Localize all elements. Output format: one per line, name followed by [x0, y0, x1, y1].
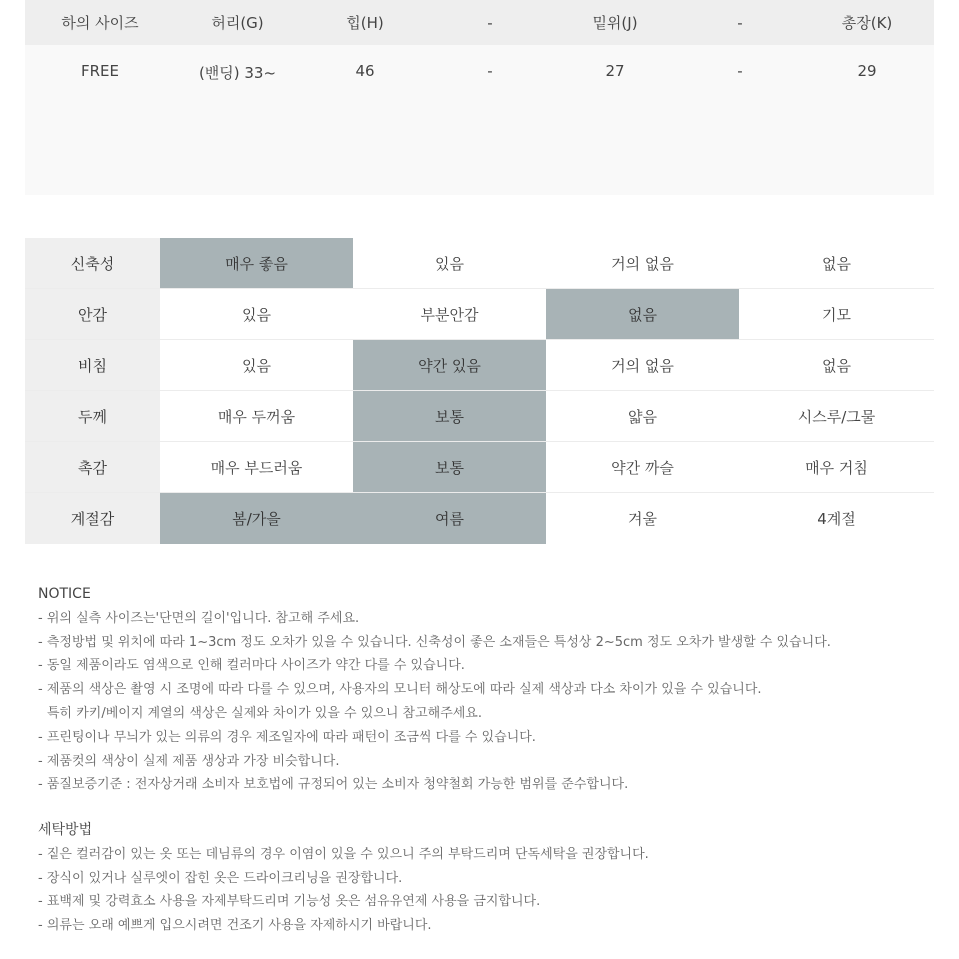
notice-line: 특히 카키/베이지 계열의 색상은 실제와 차이가 있을 수 있으니 참고해주세요.	[47, 705, 483, 721]
property-option: 매우 좋음	[160, 238, 353, 288]
property-option: 기모	[822, 305, 851, 324]
notice-line: - 프린팅이나 무늬가 있는 의류의 경우 제조일자에 따라 패턴이 조금씩 다를 수 있습니다.	[38, 729, 536, 745]
notice-title: NOTICE	[38, 586, 91, 602]
header-cell: -	[737, 13, 743, 32]
property-row-lining	[25, 289, 934, 340]
property-row-elasticity	[25, 238, 934, 289]
property-option: 매우 두꺼움	[217, 407, 296, 426]
washing-line: - 표백제 및 강력효소 사용을 자제부탁드리며 기능성 옷은 섬유유연제 사용을 금지합니다.	[38, 894, 541, 910]
size-table-header	[25, 0, 934, 45]
notice-section	[38, 583, 938, 797]
table-cell: -	[487, 62, 493, 80]
washing-title: 세탁방법	[38, 822, 93, 838]
notice-line: - 위의 실측 사이즈는'단면의 길이'입니다. 참고해 주세요.	[38, 610, 360, 626]
size-table	[25, 0, 934, 195]
property-option: 없음	[822, 356, 851, 375]
table-row	[25, 45, 934, 100]
property-option: 없음	[822, 254, 851, 273]
notice-line: - 측정방법 및 위치에 따라 1~3cm 정도 오차가 있을 수 있습니다. 신축성이 좋은 소재들은 특성상 2~5cm 정도 오차가 발생할 수 있습니다.	[38, 634, 831, 650]
property-row-sheerness	[25, 340, 934, 391]
property-option: 여름	[353, 493, 546, 544]
property-option: 부분안감	[420, 305, 479, 324]
washing-line: - 의류는 오래 예쁘게 입으시려면 건조기 사용을 자제하시기 바랍니다.	[38, 918, 432, 934]
property-option: 약간 있음	[353, 340, 546, 390]
property-row-texture	[25, 442, 934, 493]
property-option: 있음	[242, 305, 271, 324]
property-label: 촉감	[25, 442, 160, 492]
property-option: 약간 까슬	[611, 458, 674, 477]
table-cell: (밴딩) 33~	[198, 64, 277, 82]
notice-line: - 제품의 색상은 촬영 시 조명에 따라 다를 수 있으며, 사용자의 모니터 해상도에 따라 실제 색상과 다소 차이가 있을 수 있습니다.	[38, 682, 762, 698]
property-label: 계절감	[25, 493, 160, 544]
header-cell: 허리(G)	[211, 14, 264, 32]
header-cell: -	[487, 13, 493, 32]
notice-line: - 동일 제품이라도 염색으로 인해 컬러마다 사이즈가 약간 다를 수 있습니다.	[38, 658, 465, 674]
property-option: 겨울	[628, 510, 657, 528]
property-option: 매우 거침	[805, 458, 868, 477]
property-option: 있음	[435, 254, 464, 273]
property-label: 안감	[25, 289, 160, 339]
header-cell: 힙(H)	[346, 14, 384, 32]
property-row-thickness	[25, 391, 934, 442]
table-cell: 29	[857, 62, 877, 80]
header-cell: 하의 사이즈	[61, 14, 139, 32]
table-cell: -	[737, 62, 743, 80]
property-option: 보통	[353, 391, 546, 441]
washing-line: - 짙은 컬러감이 있는 옷 또는 데님류의 경우 이염이 있을 수 있으니 주의 부탁드리며 단독세탁을 권장합니다.	[38, 846, 649, 862]
table-cell: 27	[605, 62, 625, 80]
property-option: 거의 없음	[611, 356, 674, 375]
property-option: 보통	[353, 442, 546, 492]
washing-section	[38, 819, 938, 938]
header-cell: 총장(K)	[841, 14, 893, 32]
property-label: 신축성	[25, 238, 160, 288]
property-option: 거의 없음	[611, 254, 674, 273]
property-option: 없음	[546, 289, 739, 339]
property-option: 4계절	[817, 510, 856, 528]
property-option: 매우 부드러움	[210, 458, 303, 477]
property-row-season	[25, 493, 934, 544]
notice-line: - 품질보증기준 : 전자상거래 소비자 보호법에 규정되어 있는 소비자 청약철회 가능한 범위를 준수합니다.	[38, 777, 629, 793]
header-cell: 밑위(J)	[592, 14, 638, 32]
table-cell: FREE	[80, 62, 119, 80]
property-option: 있음	[242, 356, 271, 375]
table-cell: 46	[355, 62, 375, 80]
notice-line: - 제품컷의 색상이 실제 제품 생상과 가장 비슷합니다.	[38, 753, 340, 769]
property-table	[25, 238, 934, 542]
property-option: 봄/가을	[160, 493, 353, 544]
washing-line: - 장식이 있거나 실루엣이 잡힌 옷은 드라이크리닝을 권장합니다.	[38, 870, 403, 886]
property-option: 시스루/그물	[797, 407, 876, 426]
property-label: 두께	[25, 391, 160, 441]
property-label: 비침	[25, 340, 160, 390]
property-option: 얇음	[628, 407, 657, 426]
